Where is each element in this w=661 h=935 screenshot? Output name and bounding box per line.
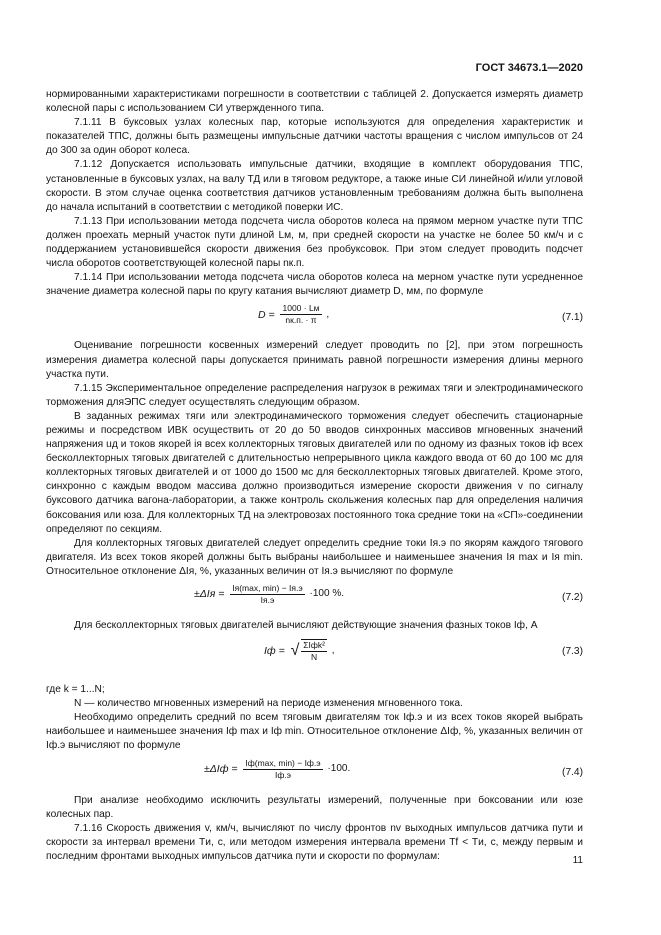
- formula-numerator: ΣIфk²: [303, 640, 325, 651]
- paragraph: При анализе необходимо исключить результаты измерений, полученные при боксовании или юзе колесных пар.: [46, 794, 583, 820]
- formula-denominator: N: [311, 652, 318, 663]
- formula-fraction: [243, 758, 322, 781]
- formula-fraction: [301, 640, 327, 663]
- paragraph-7-1-15: 7.1.15 Экспериментальное определение распределения нагрузок в режимах тяги и электродинамического торможения дляЭПС следует осуществлять следующим образом.: [46, 382, 583, 408]
- paragraph: нормированными характеристиками погрешности в соответствии с таблицей 2. Допускается измерять диаметр колесной пары с использованием СИ утвержденного типа.: [46, 89, 583, 115]
- formula-numerator: Iя(max, min) − Iя.э: [232, 583, 303, 593]
- formula-fraction: [280, 303, 321, 326]
- document-body: [46, 88, 583, 864]
- formula-tail: ·100.: [327, 763, 351, 775]
- paragraph: Оценивание погрешности косвенных измерений следует проводить по [2], при этом погрешность измерения диаметра колесной пары допускается принимать равной погрешности измерения длины мерного участка пути.: [46, 340, 583, 380]
- formula-lhs: ±ΔIя =: [194, 588, 225, 601]
- formula-number: (7.1): [562, 312, 583, 324]
- paragraph: где k = 1...N;: [46, 684, 105, 696]
- formula-denominator: nк.п. · π: [285, 315, 317, 326]
- document-header: ГОСТ 34673.1—2020: [475, 62, 583, 74]
- formula-denominator: Iя.э: [260, 595, 275, 605]
- formula-7-2: [46, 583, 583, 613]
- formula-numerator: 1000 · Lм: [282, 303, 320, 314]
- paragraph-7-1-12: 7.1.12 Допускается использовать импульсные датчики, входящие в комплект оборудования ТПС, установленные в буксовых узлах, на валу ТД или в тяговом редукторе, а также иные СИ линейной и/или угловой скорости. В этом случае оценка соответствия датчиков установленным требованиям должна быть выполнена до начала испытаний в соответствии с методикой поверки ИС.: [46, 159, 583, 213]
- paragraph: N — количество мгновенных измерений на периоде изменения мгновенного тока.: [74, 698, 463, 710]
- paragraph: Для бесколлекторных тяговых двигателей вычисляют действующие значения фазных токов Iф, А: [74, 620, 538, 631]
- formula-7-1: [46, 303, 583, 333]
- paragraph-7-1-14: 7.1.14 При использовании метода подсчета числа оборотов колеса на мерном участке пути усредненное значение диаметра колесной пары по кругу катания вычисляют диаметр D, мм, по формуле: [46, 272, 583, 298]
- formula-numerator: Iф(max, min) − Iф.э: [245, 757, 321, 768]
- formula-lhs: ±ΔIф =: [204, 763, 238, 776]
- formula-radicand: [301, 639, 327, 663]
- formula-number: (7.4): [562, 766, 583, 778]
- paragraph: В заданных режимах тяги или электродинамического торможения следует обеспечить стационарные режимы и посредством ИВК осуществить от 20 до 50 вводов синхронных массивов мгновенных значений напряжения uд и токов якорей iя всех коллекторных тяговых двигателей или по одному из фазных токов iф всех бесколлекторных тяговых двигателей с длительностью непрерывного цикла каждого ввода от 60 до 100 мс для коллекторных тяговых двигателей и от 1000 до 1500 мс для бесколлекторных тяговых двигателей. Кроме этого, синхронно с каждым вводом массива должно производиться измерение скорости движения v по сигналу буксового датчика вагона-лаборатории, а также контроль скольжения колесных пар для определения наличия боксования или юза. Для коллекторных ТД на электровозах постоянного тока средние токи на «СП»-соединении определяют по секциям.: [46, 410, 583, 535]
- paragraph-7-1-11: 7.1.11 В буксовых узлах колесных пар, которые используются для определения характеристик и показателей ТПС, должны быть размещены импульсные датчики частоты вращения с числом импульсов от 24 до 300 за один оборот колеса.: [46, 117, 583, 157]
- formula-tail: ·100 %.: [309, 588, 344, 600]
- formula-number: (7.2): [562, 592, 583, 603]
- formula-tail: ,: [326, 308, 330, 320]
- paragraph-7-1-13: 7.1.13 При использовании метода подсчета числа оборотов колеса на прямом мерном участке пути ТПС должен проехать мерный участок пути длиной Lм, м, при средней скорости на участке не более 50 км/ч и с поддержанием установившейся скорости движения без пробуксовок. При этом следует проводить подсчет числа оборотов соответствующей колесной пары nк.п.: [46, 215, 583, 270]
- formula-lhs: Iф =: [264, 645, 285, 658]
- formula-7-4: [46, 758, 583, 788]
- formula-denominator: Iф.э: [274, 769, 292, 780]
- paragraph-7-1-16: 7.1.16 Скорость движения v, км/ч, вычисляют по числу фронтов nv выходных импульсов датчика пути и скорости за интервал времени Tи, с, или методом измерения интервала времени Tf < Tи, с, между первым и последним фронтами выходных импульсов датчика пути и скорости по формулам:: [46, 822, 583, 862]
- formula-tail: ,: [331, 645, 335, 657]
- formula-lhs: D =: [258, 308, 275, 321]
- formula-number: (7.3): [562, 646, 583, 658]
- page-number: 11: [572, 855, 583, 866]
- paragraph: Для коллекторных тяговых двигателей следует определить средние токи Iя.э по якорям каждого тягового двигателя. Из всех токов якорей должны быть выбраны наибольшее и наименьшее значения Iя max и Iя min. Относительное отклонение ΔIя, %, указанных величин от Iя.э вычисляют по формуле: [46, 537, 583, 577]
- paragraph: Необходимо определить средний по всем тяговым двигателям ток Iф.э и из всех токов якорей выбрать наибольшее и наименьшее значения Iф max и Iф min. Относительное отклонение ΔIф, %, указанных величин от Iф.э вычисляют по формуле: [46, 712, 583, 752]
- formula-7-3: [46, 637, 583, 677]
- square-root-icon: √: [290, 642, 300, 660]
- formula-fraction: [230, 583, 304, 606]
